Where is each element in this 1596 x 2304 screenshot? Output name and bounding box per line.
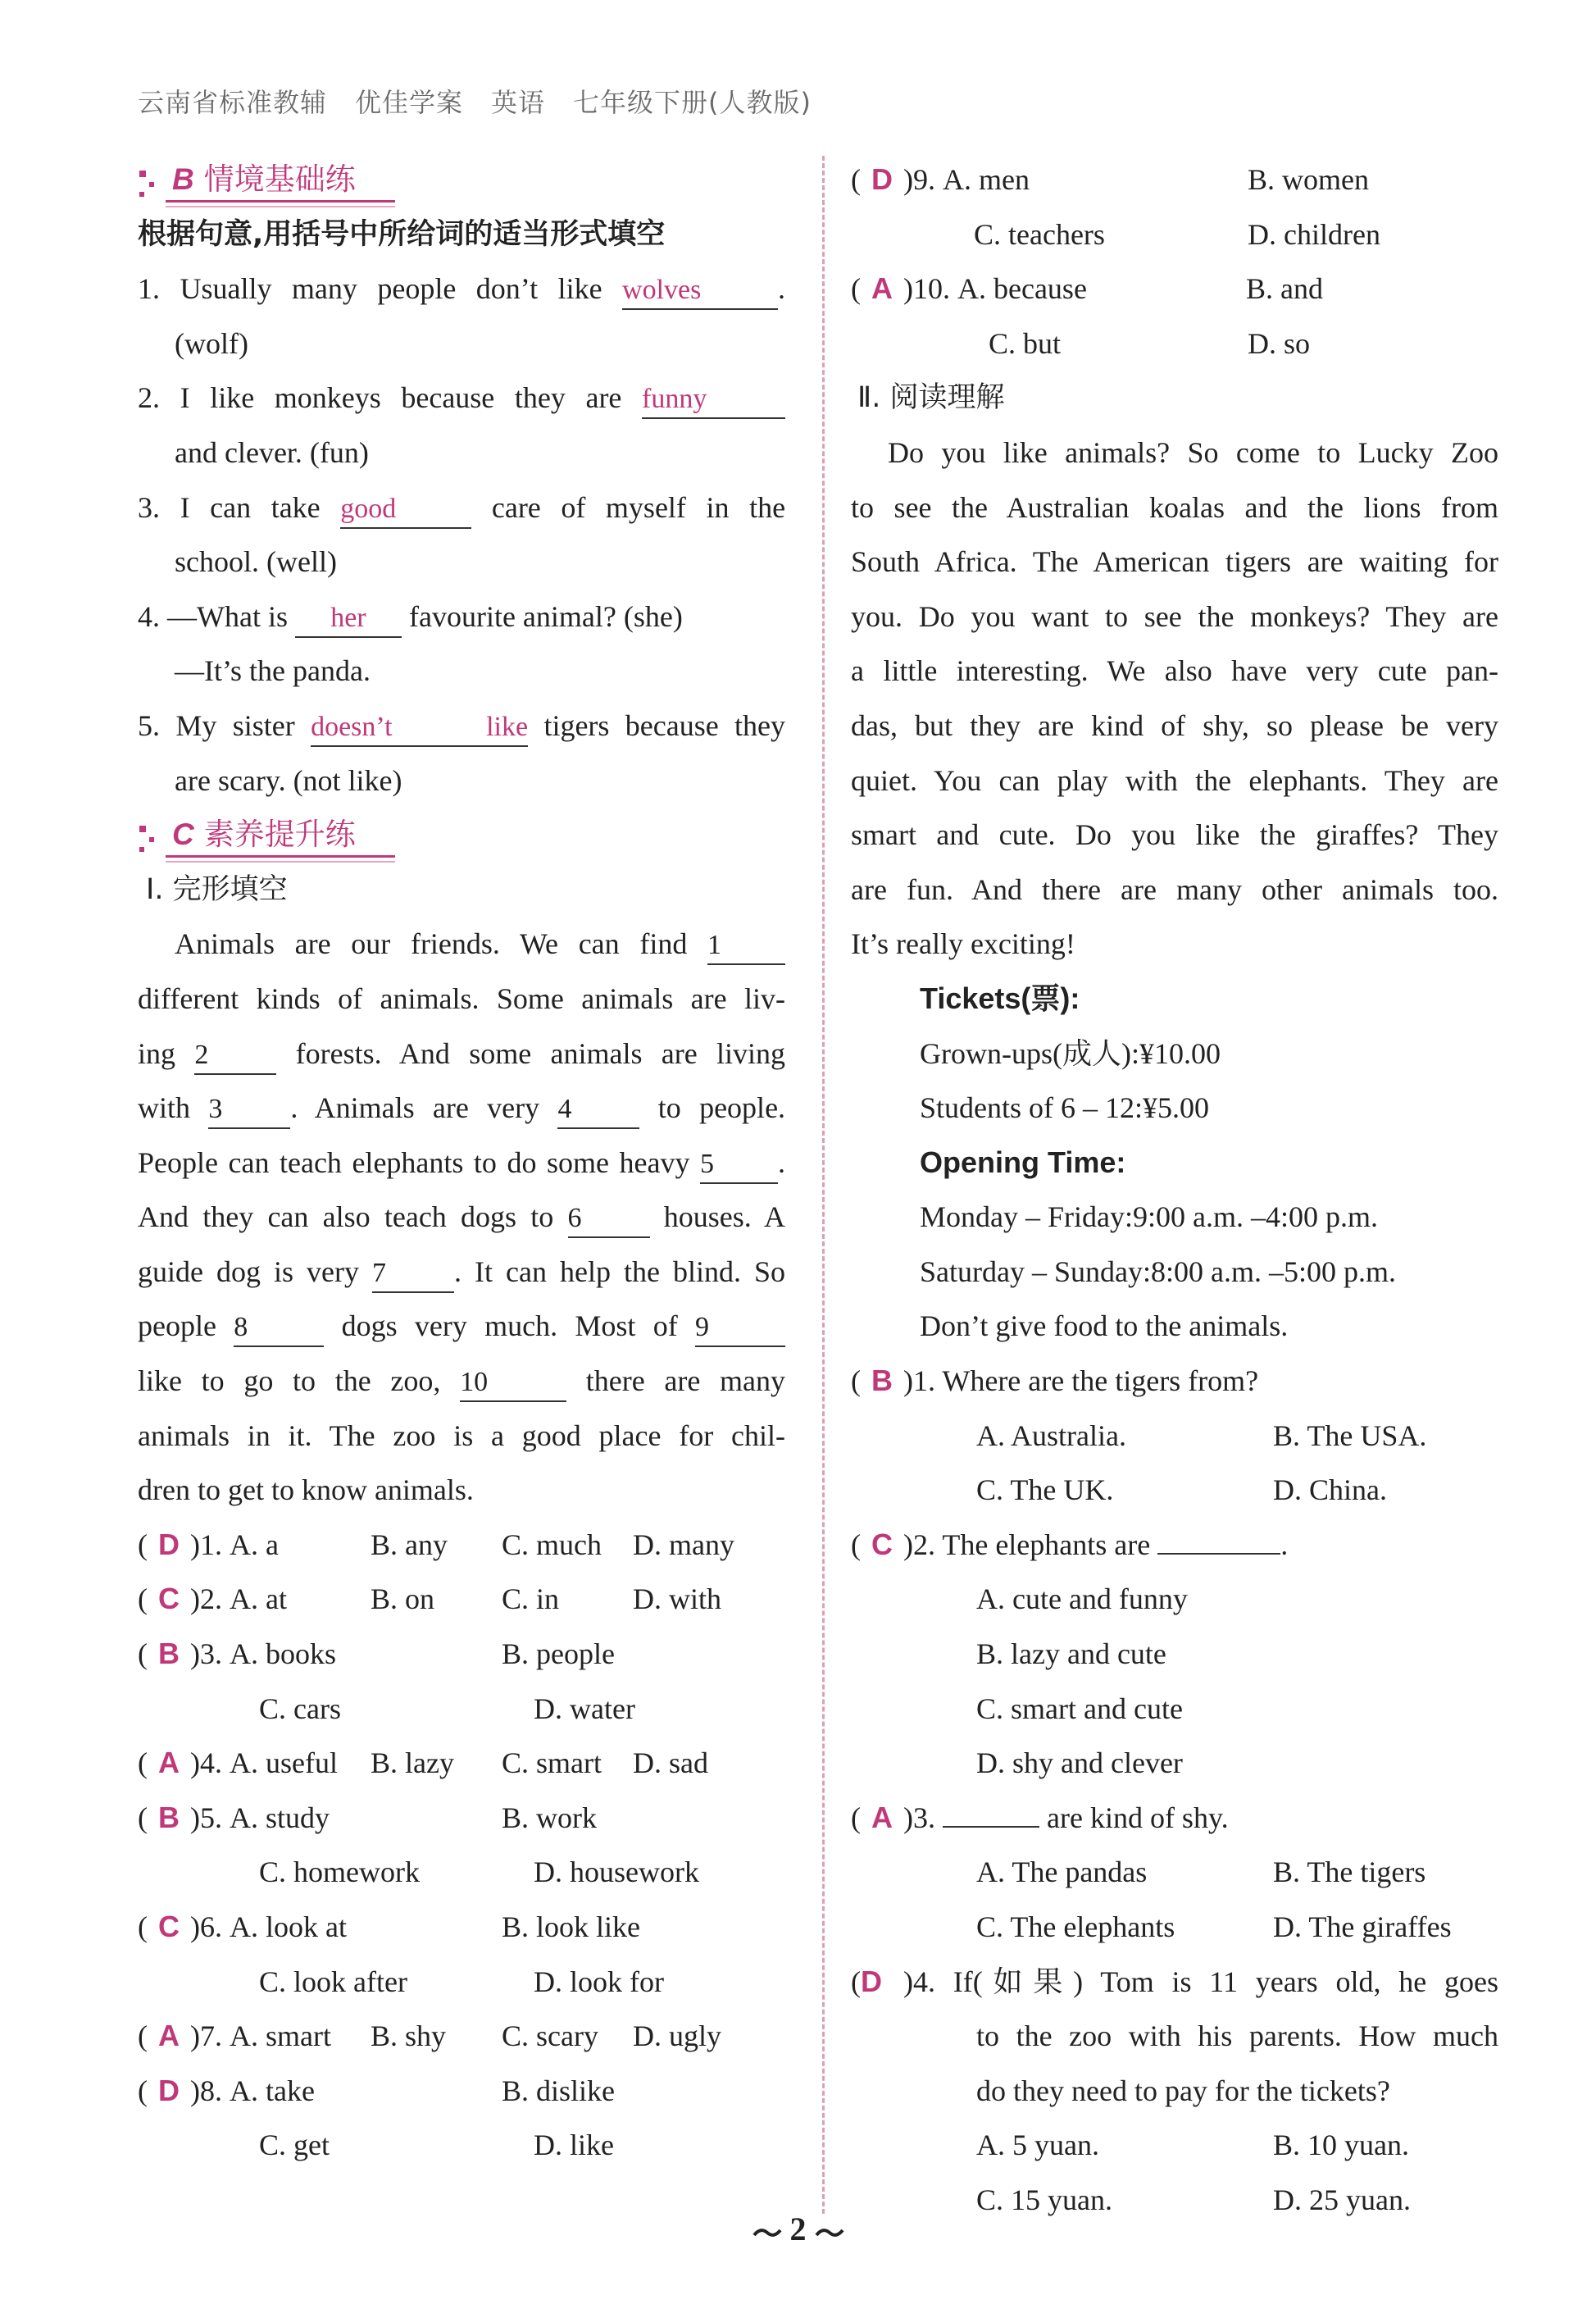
reading-line: smart and cute. Do you like the giraffes? They (851, 818, 1498, 852)
cloze-question-1: ( D )1. A. a B. any C. much D. many (138, 1527, 734, 1561)
left-column (138, 153, 785, 2173)
reading-line: are fun. And there are many other animals too. (851, 872, 1498, 906)
cloze-line-10: animals in it. The zoo is a good place for chil- (138, 1418, 785, 1452)
reading-option: C. smart and cute (976, 1692, 1183, 1725)
cloze-question-8-cd: C. get D. like (259, 2129, 614, 2162)
cloze-line-5: People can teach elephants to do some heavy 5 . (138, 1136, 785, 1191)
answer-blank: wolves (622, 272, 778, 310)
opening-hours: Monday – Friday:9:00 a.m. –4:00 p.m. (920, 1200, 1378, 1234)
cloze-blank: 5 (700, 1146, 778, 1184)
cloze-blank: 3 (208, 1091, 290, 1129)
reading-question-1-ab: A. Australia. B. The USA. (976, 1418, 1427, 1452)
cloze-question-3: ( B )3. A. books B. people (138, 1637, 615, 1671)
cloze-line-3: ing 2 forests. And some animals are living (138, 1027, 785, 1081)
tickets-label: Tickets(票): (920, 981, 1080, 1015)
answer-blank: funny (642, 381, 785, 419)
cloze-line-6: And they can also teach dogs to 6 houses. A (138, 1190, 785, 1245)
cloze-question-7: ( A )7. A. smart B. shy C. scary D. ugly (138, 2019, 721, 2053)
reading-line: quiet. You can play with the elephants. They are (851, 763, 1498, 797)
section-b-heading (138, 153, 785, 207)
cloze-question-10-cd: C. but D. so (989, 326, 1311, 360)
fill-item-5: 5. My sister doesn’t like tigers because they (138, 699, 785, 754)
reading-line: das, but they are kind of shy, so please be very (851, 708, 1498, 742)
reading-option: A. cute and funny (976, 1582, 1188, 1616)
fill-item-2: 2. I like monkeys because they are funny (138, 371, 785, 426)
cloze-question-2: ( C )2. A. at B. on C. in D. with (138, 1582, 721, 1616)
cloze-blank: 4 (557, 1091, 639, 1129)
section-b-instruction: 根据句意,用括号中所给词的适当形式填空 (138, 217, 666, 251)
reading-line: a little interesting. We also have very cute pan- (851, 654, 1498, 688)
cloze-question-8: ( D )8. A. take B. dislike (138, 2073, 616, 2107)
cloze-question-5: ( B )5. A. study B. work (138, 1800, 597, 1834)
heading-underline (166, 200, 395, 203)
bullet-square-icon (139, 192, 144, 197)
bullet-square-icon (149, 837, 154, 842)
fill-item-2-hint: and clever. (fun) (175, 435, 369, 469)
reading-question-3-cd: C. The elephants D. The giraffes (976, 1910, 1452, 1943)
reading-line: It’s really exciting! (851, 927, 1075, 961)
fill-item-1-hint: (wolf) (175, 326, 248, 360)
reading-question-2: ( C )2. The elephants are . (851, 1527, 1289, 1561)
section-b-title: 情境基础练 (203, 162, 356, 197)
heading-underline (166, 855, 395, 858)
header-book: 优佳学案 (355, 87, 464, 118)
answer-blank: good (340, 491, 471, 529)
tilde-ornament-icon (753, 2225, 782, 2240)
opening-hours: Saturday – Sunday:8:00 a.m. –5:00 p.m. (920, 1254, 1396, 1288)
cloze-line-7: guide dog is very 7 . It can help the blind. So (138, 1245, 785, 1300)
cloze-question-6: ( C )6. A. look at B. look like (138, 1910, 640, 1943)
header-series: 云南省标准教辅 (138, 87, 328, 118)
reading-question-4-ab: A. 5 yuan. B. 10 yuan. (976, 2129, 1409, 2162)
fill-item-5-hint: are scary. (not like) (175, 763, 402, 797)
cloze-question-9-cd: C. teachers D. children (974, 217, 1380, 251)
fill-item-1: 1. Usually many people don’t like wolves . (138, 262, 785, 316)
right-column (851, 153, 1498, 2228)
reading-question-4: (D )4. If(如果) Tom is 11 years old, he goes (851, 1964, 1499, 1998)
cloze-question-3-cd: C. cars D. water (259, 1692, 635, 1725)
cloze-line-1: Animals are our friends. We can find 1 (138, 917, 785, 972)
bullet-square-icon (139, 826, 146, 832)
column-divider (822, 156, 825, 2214)
question-blank (943, 1826, 1039, 1828)
reading-question-1-cd: C. The UK. D. China. (976, 1473, 1387, 1507)
reading-line: Do you like animals? So come to Lucky Zoo (888, 435, 1498, 469)
reading-heading: Ⅱ. 阅读理解 (857, 381, 1005, 415)
cloze-line-8: people 8 dogs very much. Most of 9 (138, 1299, 785, 1354)
fill-item-3: 3. I can take good care of myself in the (138, 480, 785, 535)
tilde-ornament-icon (815, 2225, 844, 2240)
page-header (138, 82, 839, 120)
page-number: 2 (0, 2210, 1596, 2248)
reading-question-3: ( A )3. are kind of shy. (851, 1800, 1229, 1834)
section-b-letter: B (172, 162, 194, 196)
cloze-question-4: ( A )4. A. useful B. lazy C. smart D. sad (138, 1746, 708, 1780)
cloze-question-10: ( A )10. A. because B. and (851, 271, 1323, 306)
zoo-notice: Don’t give food to the animals. (920, 1309, 1289, 1343)
reading-question-1: ( B )1. Where are the tigers from? (851, 1364, 1259, 1398)
reading-line: to see the Australian koalas and the lions from (851, 490, 1498, 524)
reading-question-3-ab: A. The pandas B. The tigers (976, 1855, 1426, 1889)
reading-question-4-line: do they need to pay for the tickets? (976, 2074, 1390, 2107)
reading-option: B. lazy and cute (976, 1637, 1166, 1671)
cloze-question-9: ( D )9. A. men B. women (851, 162, 1369, 196)
section-c-letter: C (172, 817, 194, 852)
reading-question-4-cd: C. 15 yuan. D. 25 yuan. (976, 2183, 1411, 2216)
cloze-question-6-cd: C. look after D. look for (259, 1965, 664, 1998)
answer-blank: doesn’t like (311, 709, 528, 747)
header-grade: 七年级下册(人教版) (573, 87, 812, 118)
cloze-blank: 10 (460, 1364, 566, 1402)
header-subject: 英语 (491, 87, 546, 118)
reading-question-4-line: to the zoo with his parents. How much (976, 2019, 1498, 2053)
bullet-square-icon (149, 182, 154, 187)
cloze-blank: 1 (707, 927, 785, 965)
section-c-heading (138, 808, 785, 863)
reading-line: South Africa. The American tigers are waiting for (851, 545, 1498, 579)
cloze-blank: 6 (568, 1200, 650, 1238)
cloze-heading: Ⅰ. 完形填空 (146, 872, 288, 906)
cloze-blank: 2 (194, 1037, 276, 1075)
fill-item-4: 4. —What is her favourite animal? (she) (138, 590, 785, 644)
reading-line: you. Do you want to see the monkeys? They are (851, 599, 1498, 633)
cloze-question-5-cd: C. homework D. housework (259, 1855, 699, 1889)
cloze-blank: 7 (372, 1255, 454, 1293)
reading-option: D. shy and clever (976, 1746, 1183, 1780)
fill-item-3-hint: school. (well) (175, 545, 337, 579)
question-blank (1157, 1553, 1280, 1555)
cloze-line-4: with 3 . Animals are very 4 to people. (138, 1081, 785, 1136)
cloze-blank: 8 (234, 1309, 324, 1347)
cloze-line-9: like to go to the zoo, 10 there are many (138, 1354, 785, 1409)
section-c-title: 素养提升练 (203, 817, 356, 853)
cloze-line-11: dren to get to know animals. (138, 1473, 474, 1507)
cloze-blank: 9 (695, 1309, 785, 1347)
answer-blank: her (295, 600, 402, 638)
ticket-price: Students of 6 – 12:¥5.00 (920, 1091, 1210, 1125)
bullet-square-icon (139, 847, 144, 852)
ticket-price: Grown-ups(成人):¥10.00 (920, 1036, 1221, 1070)
opening-label: Opening Time: (920, 1145, 1126, 1179)
fill-item-4-reply: —It’s the panda. (175, 654, 371, 688)
cloze-line-2: different kinds of animals. Some animals are liv- (138, 981, 785, 1015)
bullet-square-icon (139, 171, 146, 177)
